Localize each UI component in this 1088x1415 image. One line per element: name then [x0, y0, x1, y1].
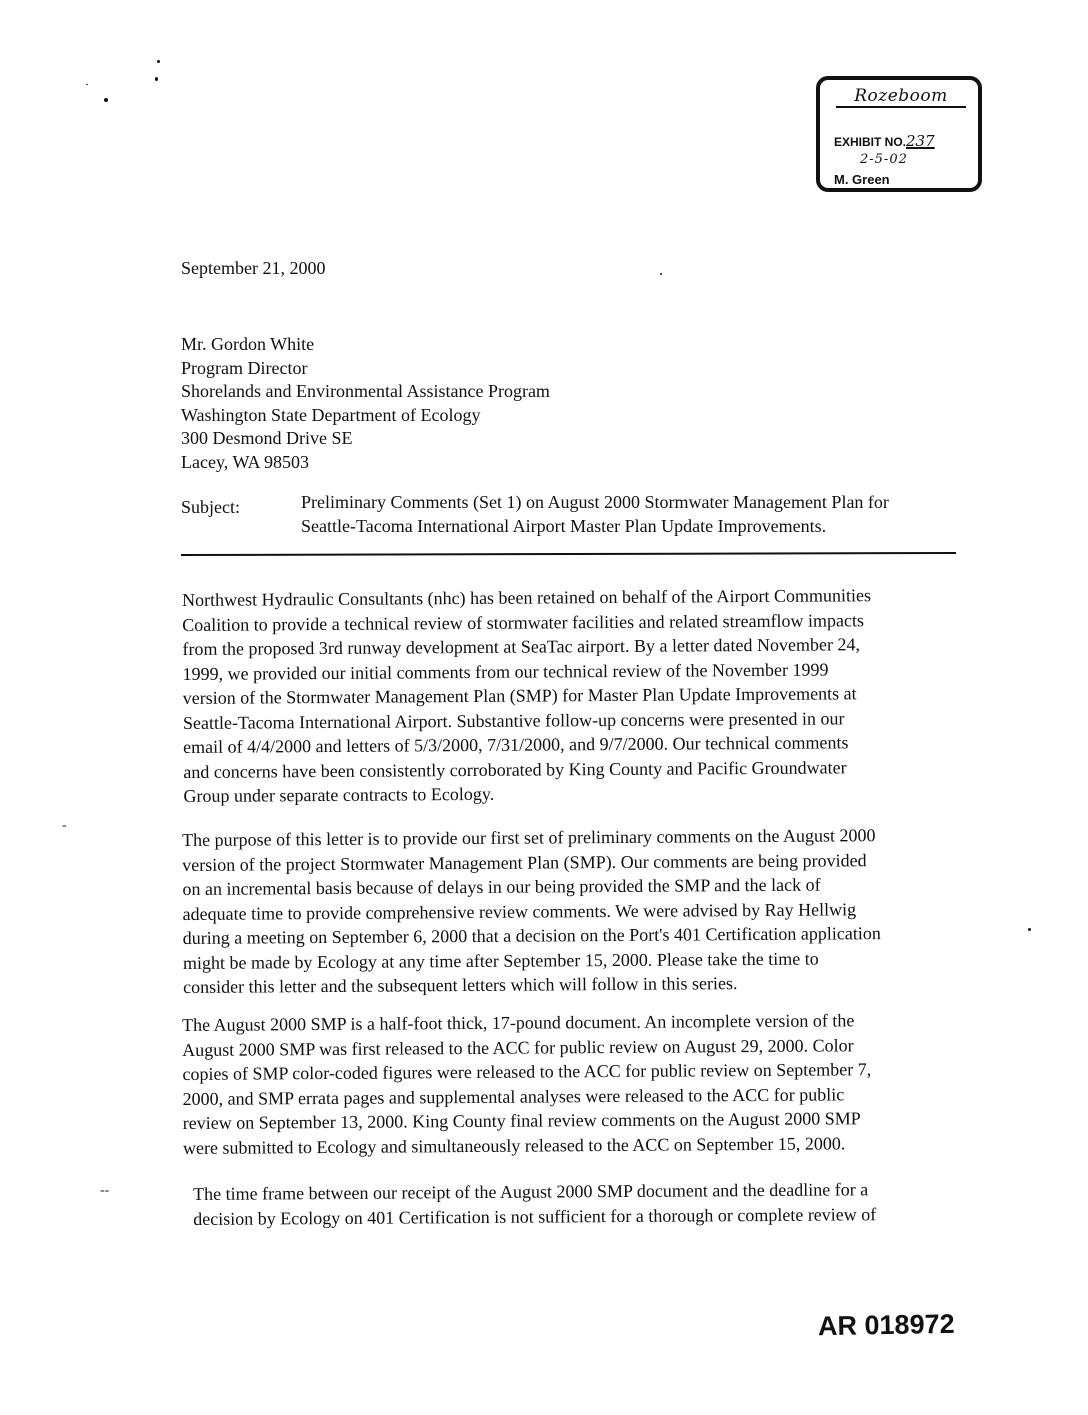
subject-text [301, 490, 889, 538]
paragraph-line: consider this letter and the subsequent letters which will follow in this series. [183, 973, 738, 997]
stamp-date: 2-5-02 [860, 152, 908, 167]
paragraph-line: copies of SMP color-coded figures were released to the ACC for public review on September 7, [182, 1059, 872, 1084]
subject-line: Preliminary Comments (Set 1) on August 2000 Stormwater Management Plan for [301, 492, 889, 512]
recipient-street: 300 Desmond Drive SE [181, 428, 353, 448]
recipient-department: Washington State Department of Ecology [181, 404, 481, 425]
scan-speck [660, 273, 662, 275]
paragraph-line: Coalition to provide a technical review of stormwater facilities and related streamflow impacts [182, 609, 865, 635]
margin-mark: -- [100, 1183, 110, 1198]
paragraph-line: Group under separate contracts to Ecology. [183, 783, 495, 806]
paragraph-line: and concerns have been consistently corroborated by King County and Pacific Groundwater [183, 756, 847, 782]
scan-speck [157, 60, 160, 63]
recipient-city: Lacey, WA 98503 [181, 451, 309, 472]
paragraph-line: The time frame between our receipt of the August 2000 SMP document and the deadline for a [193, 1179, 869, 1204]
paragraph-line: 2000, and SMP errata pages and supplemental analyses were released to the ACC for public [182, 1083, 845, 1109]
paragraph-line: version of the project Stormwater Management Plan (SMP). Our comments are being provided [182, 849, 867, 875]
bates-number: AR 018972 [817, 1308, 955, 1342]
paragraph-line: were submitted to Ecology and simultaneously released to the ACC on September 15, 2000. [182, 1132, 846, 1158]
paragraph-line: adequate time to provide comprehensive review comments. We were advised by Ray Hellwig [182, 898, 857, 924]
stamp-exhibit-number: 237 [906, 132, 935, 150]
paragraph-line: 1999, we provided our initial comments from our technical review of the November 1999 [182, 658, 829, 684]
letter-date: September 21, 2000 [181, 258, 326, 278]
paragraph-line: on an incremental basis because of delays in our being provided the SMP and the lack of [182, 874, 821, 899]
paragraph-line: Seattle-Tacoma International Airport. Substantive follow-up concerns were presented in our [182, 707, 845, 733]
paragraph-line: August 2000 SMP was first released to the ACC for public review on August 29, 2000. Color [182, 1034, 854, 1060]
paragraph-line: from the proposed 3rd runway development at SeaTac airport. By a letter dated November 24, [182, 634, 860, 659]
subject-line: Seattle-Tacoma International Airport Master Plan Update Improvements. [301, 516, 827, 536]
recipient-name: Mr. Gordon White [181, 334, 315, 354]
paragraph-line: email of 4/4/2000 and letters of 5/3/2000, 7/31/2000, and 9/7/2000. Our technical comments [183, 732, 849, 757]
paragraph-line: Northwest Hydraulic Consultants (nhc) has been retained on behalf of the Airport Communities [182, 585, 871, 610]
body-paragraph-1 [182, 582, 974, 808]
subject-divider [181, 552, 956, 556]
stamp-reporter: M. Green [834, 172, 890, 187]
paragraph-line: version of the Stormwater Management Plan (SMP) for Master Plan Update Improvements at [182, 683, 857, 708]
body-paragraph-2 [182, 822, 973, 999]
recipient-address [181, 333, 550, 474]
scan-speck [1028, 928, 1031, 931]
paragraph-line: The August 2000 SMP is a half-foot thick, 17-pound document. An incomplete version of the [182, 1010, 855, 1035]
paragraph-line: review on September 13, 2000. King County final review comments on the August 2000 SMP [182, 1108, 861, 1133]
body-paragraph-3 [182, 1007, 973, 1160]
scan-speck [155, 77, 158, 81]
margin-mark: - [62, 818, 67, 833]
stamp-exhibit-line [834, 132, 935, 150]
paragraph-line: decision by Ecology on 401 Certification is not sufficient for a thorough or complete review of [193, 1203, 877, 1229]
exhibit-stamp [816, 76, 982, 192]
subject-label: Subject: [181, 497, 240, 517]
stamp-exhibit-label: EXHIBIT NO. [834, 135, 907, 149]
paragraph-line: during a meeting on September 6, 2000 that a decision on the Port's 401 Certification application [182, 923, 881, 948]
body-paragraph-4 [193, 1176, 983, 1231]
recipient-title: Program Director [181, 357, 308, 378]
stamp-deponent-name: Rozeboom [836, 86, 966, 108]
scan-speck [104, 98, 108, 102]
paragraph-line: The purpose of this letter is to provide our first set of preliminary comments on the August 2000 [182, 825, 876, 850]
paragraph-line: might be made by Ecology at any time after September 15, 2000. Please take the time to [182, 948, 819, 973]
recipient-program: Shorelands and Environmental Assistance Program [181, 381, 550, 401]
scan-speck [86, 84, 88, 85]
